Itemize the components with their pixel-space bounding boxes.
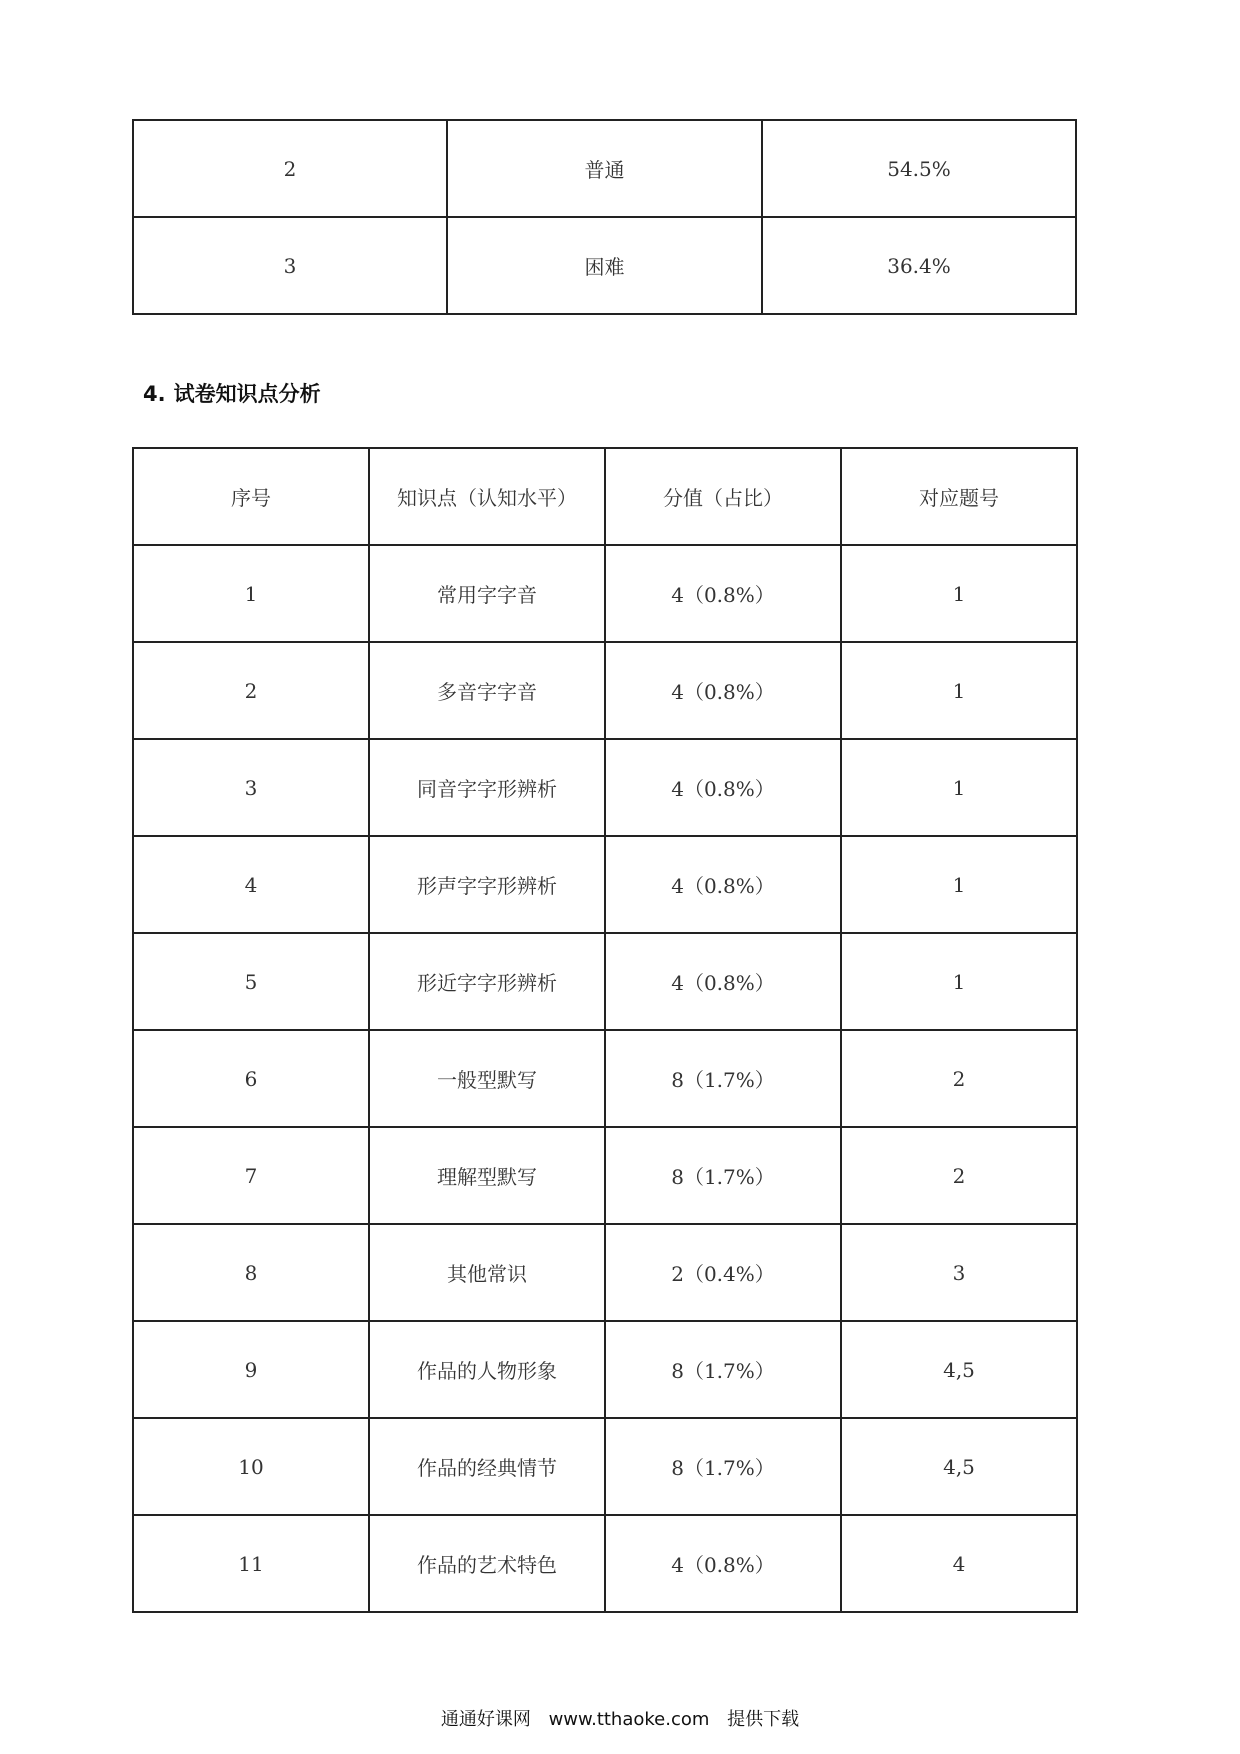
row-no-cell: 11	[133, 1515, 369, 1612]
row-question-cell: 1	[841, 545, 1077, 642]
table-row	[133, 1224, 1077, 1321]
row-score-cell: 8（1.7%）	[605, 1030, 841, 1127]
knowledge-point-table	[132, 447, 1078, 1613]
row-point-cell: 常用字字音	[369, 545, 605, 642]
row-question-cell: 4,5	[841, 1321, 1077, 1418]
row-score-cell: 4（0.8%）	[605, 1515, 841, 1612]
row-score-cell: 2（0.4%）	[605, 1224, 841, 1321]
row-question-cell: 1	[841, 836, 1077, 933]
row-no-cell: 9	[133, 1321, 369, 1418]
row-point-cell: 形近字字形辨析	[369, 933, 605, 1030]
table-row	[133, 545, 1077, 642]
row-question-cell: 1	[841, 739, 1077, 836]
table-row	[133, 1515, 1077, 1612]
header-cell-question: 对应题号	[841, 448, 1077, 545]
difficulty-level-cell: 普通	[447, 120, 762, 217]
table-row	[133, 933, 1077, 1030]
page-footer	[0, 1705, 1240, 1731]
header-cell-score: 分值（占比）	[605, 448, 841, 545]
row-question-cell: 1	[841, 642, 1077, 739]
row-no-cell: 8	[133, 1224, 369, 1321]
difficulty-no-cell: 2	[133, 120, 447, 217]
section-number: 4.	[143, 382, 166, 406]
row-no-cell: 4	[133, 836, 369, 933]
row-score-cell: 4（0.8%）	[605, 642, 841, 739]
row-score-cell: 4（0.8%）	[605, 545, 841, 642]
table-header-row	[133, 448, 1077, 545]
row-point-cell: 作品的人物形象	[369, 1321, 605, 1418]
row-score-cell: 8（1.7%）	[605, 1418, 841, 1515]
row-point-cell: 多音字字音	[369, 642, 605, 739]
row-point-cell: 其他常识	[369, 1224, 605, 1321]
table-row	[133, 642, 1077, 739]
row-no-cell: 7	[133, 1127, 369, 1224]
difficulty-no-cell: 3	[133, 217, 447, 314]
row-no-cell: 5	[133, 933, 369, 1030]
row-no-cell: 10	[133, 1418, 369, 1515]
section-heading	[143, 378, 321, 408]
row-no-cell: 6	[133, 1030, 369, 1127]
row-no-cell: 3	[133, 739, 369, 836]
row-point-cell: 理解型默写	[369, 1127, 605, 1224]
table-row	[133, 1321, 1077, 1418]
row-no-cell: 1	[133, 545, 369, 642]
row-score-cell: 4（0.8%）	[605, 933, 841, 1030]
row-point-cell: 一般型默写	[369, 1030, 605, 1127]
table-row	[133, 217, 1076, 314]
row-question-cell: 1	[841, 933, 1077, 1030]
row-point-cell: 作品的艺术特色	[369, 1515, 605, 1612]
row-score-cell: 8（1.7%）	[605, 1321, 841, 1418]
row-question-cell: 2	[841, 1030, 1077, 1127]
row-score-cell: 4（0.8%）	[605, 739, 841, 836]
table-row	[133, 1127, 1077, 1224]
row-question-cell: 3	[841, 1224, 1077, 1321]
row-question-cell: 2	[841, 1127, 1077, 1224]
row-point-cell: 形声字字形辨析	[369, 836, 605, 933]
difficulty-ratio-cell: 54.5%	[762, 120, 1076, 217]
difficulty-ratio-cell: 36.4%	[762, 217, 1076, 314]
difficulty-table	[132, 119, 1077, 315]
row-question-cell: 4,5	[841, 1418, 1077, 1515]
table-row	[133, 120, 1076, 217]
row-question-cell: 4	[841, 1515, 1077, 1612]
footer-site-name: 通通好课网	[440, 1709, 531, 1730]
difficulty-level-cell: 困难	[447, 217, 762, 314]
row-score-cell: 8（1.7%）	[605, 1127, 841, 1224]
section-title: 试卷知识点分析	[173, 382, 321, 406]
footer-suffix: 提供下载	[727, 1709, 800, 1730]
table-row	[133, 1418, 1077, 1515]
row-no-cell: 2	[133, 642, 369, 739]
row-point-cell: 作品的经典情节	[369, 1418, 605, 1515]
table-row	[133, 739, 1077, 836]
row-score-cell: 4（0.8%）	[605, 836, 841, 933]
header-cell-no: 序号	[133, 448, 369, 545]
table-row	[133, 1030, 1077, 1127]
row-point-cell: 同音字字形辨析	[369, 739, 605, 836]
table-row	[133, 836, 1077, 933]
header-cell-point: 知识点（认知水平）	[369, 448, 605, 545]
footer-url[interactable]: www.tthaoke.com	[548, 1709, 710, 1730]
